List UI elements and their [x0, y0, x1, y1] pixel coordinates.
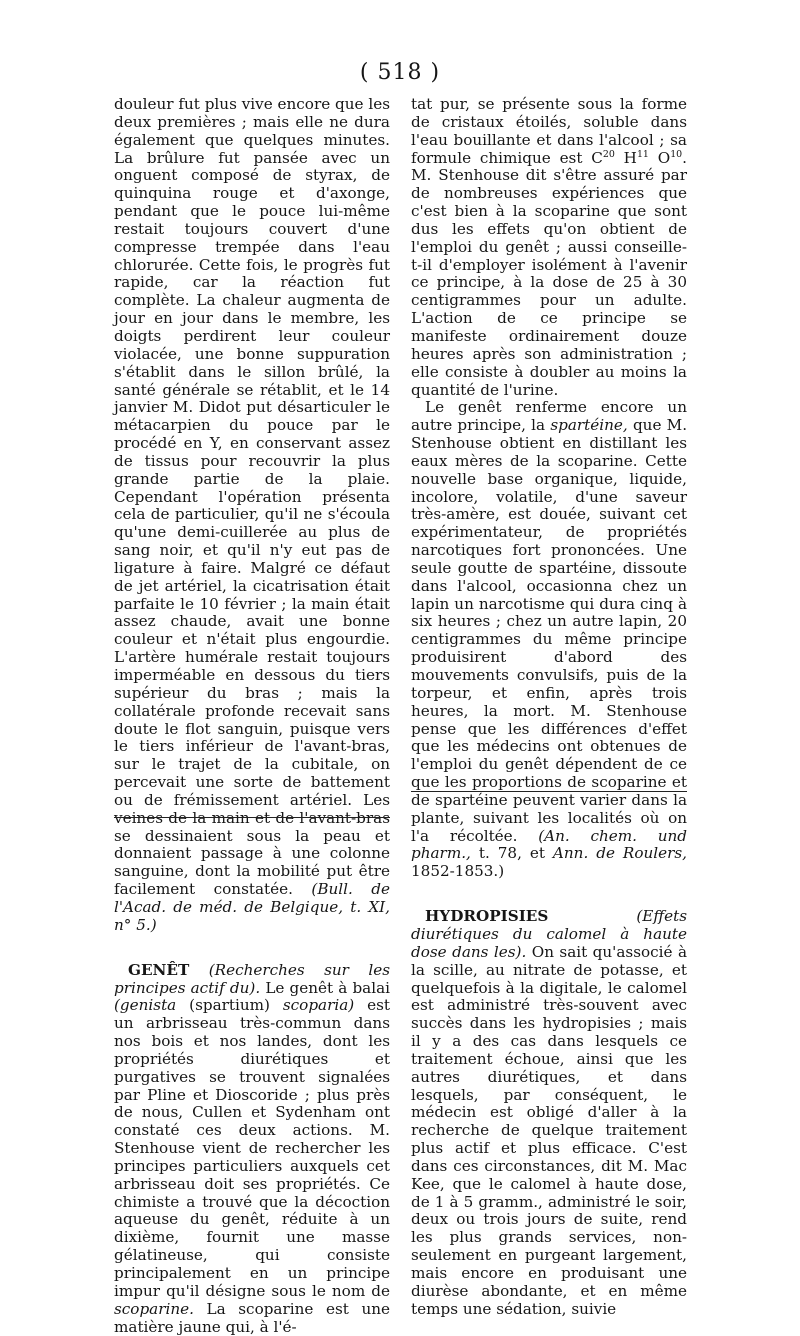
formula-h-subscript: 11 — [636, 148, 649, 160]
section-heading-genet: GENÊT — [128, 960, 190, 979]
section-divider-right — [411, 791, 687, 792]
section-gap — [114, 935, 390, 962]
right-column — [411, 96, 687, 1319]
latin-spartium: (spartium) — [189, 996, 270, 1015]
scoparine-text-a: tat pur, se présente sous la forme de cristaux étoilés, soluble dans l'eau bouillante et dans l'alcool ; sa formule chimique est C — [411, 95, 687, 167]
section-subtitle-hydropisies: (Effets diurétiques du calomel à haute dose dans les). — [411, 907, 687, 961]
formula-o: O — [648, 148, 671, 167]
genet-text-c: est un arbrisseau très-commun dans nos bois et nos landes, dont les propriétés diurétiques et purgatives se trouvent signalées par Pline et Dioscoride ; plus près de nous, Cullen et Sydenham ont constaté ces deux actions. M. Stenhouse vient de rechercher les principes particuliers auxquels cet arbrisseau doit ses propriétés. Ce chimiste a trouvé que la décoction aqueuse du genêt, réduite à un dixième, fournit une masse gélatineuse, qui consiste principalement en un principe impur qu'il désigne sous le nom de — [114, 996, 390, 1300]
left-column — [114, 96, 390, 1336]
section-heading-hydropisies: HYDROPISIES — [425, 907, 549, 926]
citation-bulletin: (Bull. de l'Acad. de méd. de Belgique, t. XI, n° 5.) — [114, 880, 390, 934]
section-subtitle-genet: (Recherches sur les principes actif du). — [114, 960, 390, 997]
page-number: ( 518 ) — [359, 60, 441, 85]
paragraph-text: douleur fut plus vive encore que les deux premières ; mais elle ne dura également que quelques minutes. La brûlure fut pansée avec un onguent composé de styrax, de quinquina rouge et d'axonge, pendant que le pouce lui-même restait toujours couvert d'une compresse trempée dans l'eau chlorurée. Cette fois, le progrès fut rapide, car la réaction fut complète. La chaleur augmenta de jour en jour dans le membre, les doigts perdirent leur couleur violacée, une bonne suppuration s'établit dans le sillon brûlé, la santé générale se rétablit, et le 14 janvier M. Didot put désarticuler le métacarpien du pouce par le procédé en Y, en conservant assez de tissus pour recouvrir la plus grande partie de la plaie. Cependant l'opération présenta cela de particulier, qu'il ne s'écoula qu'une demi-cuillerée au plus de sang noir, et qu'il n'y eut pas de ligature à faire. Malgré ce défaut de jet artériel, la cicatrisation était parfaite le 10 février ; la main était assez chaude, avait une bonne couleur et n'était plus engourdie. L'artère humérale restait toujours imperméable en dessous du tiers supérieur du bras ; mais la collatérale profonde recevait sans doute le flot sanguin, puisque vers le tiers inférieur de l'avant-bras, sur le trajet de la cubitale, on percevait une sorte de battement ou de frémissement artériel. Les veines de la main et de l'avant-bras se dessinaient sous la peau et donnaient passage à une colonne sanguine, dont la mobilité put être facilement constatée. — [114, 95, 390, 899]
section-divider-left — [114, 817, 390, 818]
scoparine-text-b: . M. Stenhouse dit s'être assuré par de nombreuses expériences que c'est bien à la scoparine que sont dus les effets qu'on obtient de l'emploi du genêt ; aussi conseille-t-il d'employer isolément à l'avenir ce principe, à la dose de 25 à 30 centigrammes pour un adulte. L'action de ce principe se manifeste ordinairement douze heures après son administration ; elle consiste à doubler au moins la quantité de l'urine. — [411, 148, 687, 399]
term-sparteine: spartéine, — [550, 416, 628, 435]
latin-genista: (genista — [114, 996, 177, 1015]
section-genet — [114, 962, 390, 1336]
genet-text-a: Le genêt à balai — [265, 978, 390, 997]
formula-c-subscript: 20 — [602, 148, 615, 160]
citation-years: 1852-1853.) — [411, 862, 505, 881]
paragraph-amputation-case — [114, 96, 390, 935]
term-scoparine: scoparine. — [114, 1299, 194, 1318]
sparteine-text-a: Le genêt renferme encore un autre principe, la — [411, 398, 687, 435]
formula-o-subscript: 10 — [670, 148, 683, 160]
hydropisies-text: On sait qu'associé à la scille, au nitrate de potasse, et quelquefois à la digitale, le calomel est administré très-souvent avec succès dans les hydropisies ; mais il y a des cas dans lesquels ce traitement échoue, ainsi que les autres diurétiques, et dans lesquels, par conséquent, le médecin est obligé d'aller à la recherche de quelque traitement plus actif et plus efficace. C'est dans ces circonstances, dit M. Mac Kee, que le calomel à haute dose, de 1 à 5 gramm., administré le soir, deux ou trois jours de suite, rend les plus grands services, non-seulement en purgeant largement, mais encore en produisant une diurèse abondante, et en même temps une sédation, suivie — [411, 942, 687, 1318]
sparteine-text-b: que M. Stenhouse obtient en distillant les eaux mères de la scoparine. Cette nouvelle base organique, liquide, incolore, volatile, d'une saveur très-amère, est douée, suivant cet expérimentateur, de propriétés narcotiques fort prononcées. Une seule goutte de spartéine, dissoute dans l'alcool, occasionna chez un lapin un narcotisme qui dura cinq à six heures ; chez un autre lapin, 20 centigrammes du même principe produisirent d'abord des mouvements convulsifs, puis de la torpeur, et enfin, après trois heures, la mort. M. Stenhouse pense que les différences d'effet que les médecins ont obtenues de l'emploi du genêt dépendent de ce que les proportions de scoparine et de spartéine peuvent varier dans la plante, suivant les localités où on l'a récoltée. — [411, 416, 688, 845]
latin-scoparia: scoparia) — [282, 996, 355, 1015]
section-gap — [411, 881, 687, 908]
formula-h: H — [614, 148, 637, 167]
paragraph-sparteine — [411, 399, 687, 881]
section-hydropisies — [411, 908, 687, 1318]
citation-annalen: (An. chem. und pharm., — [411, 826, 688, 863]
paragraph-scoparine — [411, 96, 687, 399]
citation-volume: t. 78, et — [478, 844, 545, 863]
genet-text-d: La scoparine est une matière jaune qui, à l'é- — [114, 1299, 390, 1336]
citation-roulers: Ann. de Roulers, — [552, 844, 688, 863]
